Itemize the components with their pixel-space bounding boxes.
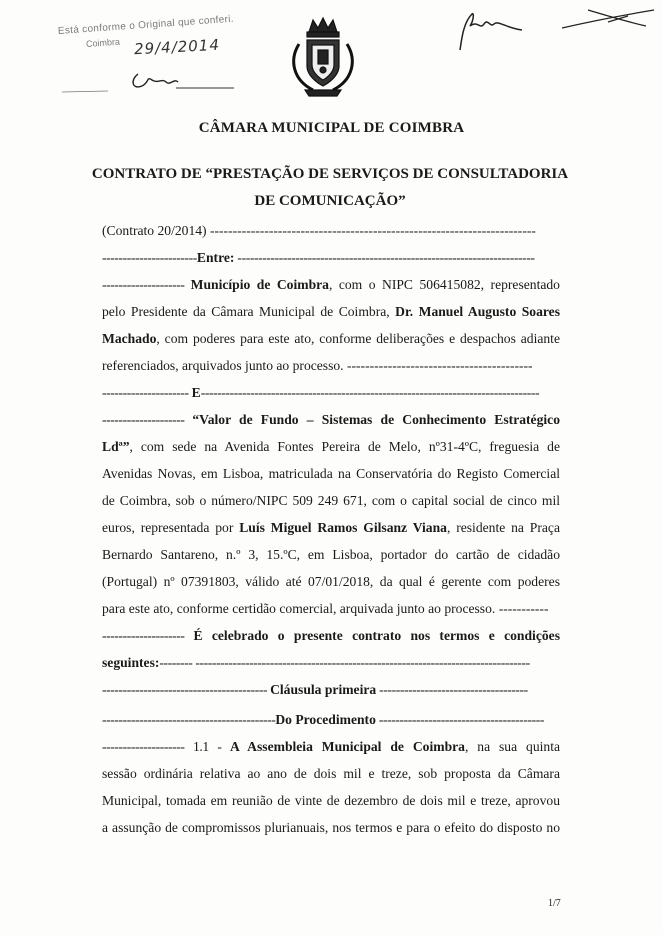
paragraph-line [102, 627, 560, 645]
text-fragment: Avenidas Novas, em Lisboa, matriculada na Conservatória do Registo Comercial [102, 466, 560, 481]
handwritten-initials-signature [128, 66, 238, 96]
party-municipality: Município de Coimbra [190, 277, 329, 292]
conjunction-and: E [191, 385, 201, 400]
coimbra-coat-of-arms [285, 14, 361, 98]
dash-filler: ----------------------- [102, 250, 197, 265]
handwritten-date: 29/4/2014 [133, 35, 221, 59]
conjunction-line [102, 384, 560, 402]
dash-filler: ------------------------------------------ [102, 712, 276, 727]
text-fragment: , com poderes para este ato, conforme deliberações e despachos adiante [156, 331, 560, 346]
mayor-name: Dr. Manuel Augusto Soares [395, 304, 560, 319]
paragraph-line [102, 546, 560, 564]
text-fragment: pelo Presidente da Câmara Municipal de Coimbra, [102, 304, 396, 319]
contract-number-line [102, 222, 560, 240]
paragraph-line [102, 765, 560, 783]
clause-subheading: Do Procedimento [275, 712, 376, 727]
text-fragment: Bernardo Santareno, n.º 3, 15.ºC, em Lisboa, portador do cartão de cidadão [102, 547, 560, 562]
mayor-surname: Machado [102, 331, 157, 346]
text-fragment: Municipal, tomada em reunião de vinte de dezembro de dois mil e treze, aprovou [102, 793, 560, 808]
stamp-line1: Está conforme o Original que conferi. [57, 13, 235, 37]
agreement-statement-end: seguintes: [102, 655, 160, 670]
paragraph-line [102, 357, 560, 375]
parties-heading: Entre: [196, 250, 235, 265]
dash-filler: --------------------- [102, 385, 192, 400]
page-number: 1/7 [548, 898, 561, 909]
text-fragment: para este ato, conforme certidão comercial, arquivada junto ao processo. ----------- [102, 601, 549, 616]
text-fragment: de Coimbra, sob o número/NIPC 509 249 671, com o capital social de cinco mil [102, 493, 560, 508]
text-fragment: (Portugal) nº 07391803, válido até 07/01/2018, da qual é gerente com poderes [102, 574, 560, 589]
stamp-underline [60, 88, 110, 96]
handwritten-signature-2 [558, 4, 658, 34]
paragraph-line [102, 330, 560, 348]
paragraph-line [102, 600, 560, 618]
text-fragment: , com sede na Avenida Fontes Pereira de Melo, nº31-4ºC, freguesia de [129, 439, 560, 454]
dash-filler: -------------------- [102, 412, 193, 427]
paragraph-line [102, 738, 560, 756]
paragraph-line [102, 819, 560, 837]
paragraph-line [102, 276, 560, 294]
text-fragment: euros, representada por [102, 520, 240, 535]
dash-filler: ---------------------------------------- [375, 712, 544, 727]
dash-filler: ---------------------------------------------------------------------------------- [200, 385, 540, 400]
page-title: CÂMARA MUNICIPAL DE COIMBRA [198, 120, 465, 136]
contract-title-line2: DE COMUNICAÇÃO” [254, 193, 406, 209]
dash-filler: ------------------------------------ [376, 682, 528, 697]
contract-title-line1: CONTRATO DE “PRESTAÇÃO DE SERVIÇOS DE CONSULTADORIA [91, 166, 569, 182]
text-fragment: referenciados, arquivados junto ao processo. ----------------------------------------- [102, 358, 533, 373]
clause-heading: Cláusula primeira [270, 682, 377, 697]
dash-filler: -------- --------------------------------------------------------------------------------- [159, 655, 530, 670]
clause-subheading-line [102, 711, 560, 729]
clause-heading-line [102, 681, 560, 699]
clause-number: -------------------- 1.1 - [102, 739, 230, 754]
dash-filler: -------------------- [102, 277, 191, 292]
company-name: “Valor de Fundo – Sistemas de Conhecimento Estratégico [192, 412, 560, 427]
paragraph-line [102, 438, 560, 456]
dash-filler: ---------------------------------------- [102, 682, 271, 697]
dash-filler: ------------------------------------------------------------------------ [234, 250, 535, 265]
text-fragment: , residente na Praça [446, 520, 560, 535]
text-fragment: , na sua quinta [464, 739, 560, 754]
company-suffix: Ldª” [102, 439, 130, 454]
paragraph-line [102, 303, 560, 321]
paragraph-line [102, 519, 560, 537]
contract-number: (Contrato 20/2014) ------------------------------------------------------------------------ [102, 223, 536, 238]
paragraph-line [102, 792, 560, 810]
paragraph-line [102, 654, 560, 672]
paragraph-line [102, 573, 560, 591]
representative-name: Luís Miguel Ramos Gilsanz Viana [239, 520, 447, 535]
stamp-line2: Coimbra [85, 36, 121, 49]
text-fragment: a assunção de compromissos plurianuais, nos termos e para o efeito do disposto no [102, 820, 560, 835]
paragraph-line [102, 411, 560, 429]
handwritten-signature-1 [450, 6, 530, 56]
dash-filler: -------------------- [102, 628, 194, 643]
text-fragment: , com o NIPC 506415082, representado [328, 277, 560, 292]
text-fragment: sessão ordinária relativa ao ano de dois mil e treze, sob proposta da Câmara [102, 766, 560, 781]
assembly-name: A Assembleia Municipal de Coimbra [229, 739, 465, 754]
agreement-statement: É celebrado o presente contrato nos termos e condições [193, 628, 560, 643]
paragraph-line [102, 465, 560, 483]
parties-heading-line [102, 249, 560, 267]
paragraph-line [102, 492, 560, 510]
